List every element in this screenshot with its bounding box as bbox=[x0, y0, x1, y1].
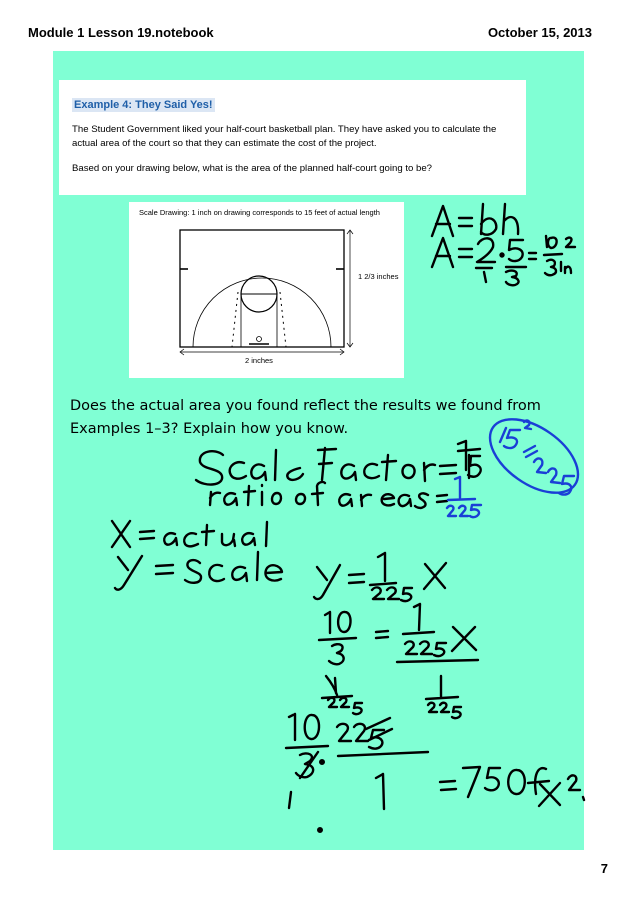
example-paragraph-1: The Student Government liked your half-court basketball plan. They have asked you to calculate the actual area of the court so that they can estimate the cost of the project. bbox=[72, 124, 497, 149]
example-box bbox=[59, 80, 526, 195]
scale-drawing bbox=[129, 202, 404, 378]
example-title: Example 4: They Said Yes! bbox=[74, 99, 213, 111]
page-number: 7 bbox=[600, 861, 608, 876]
scale-caption: Scale Drawing: 1 inch on drawing corresponds to 15 feet of actual length bbox=[139, 208, 380, 217]
height-label: 1 2/3 inches bbox=[358, 272, 399, 281]
example-paragraph-2: Based on your drawing below, what is the area of the planned half-court going to be? bbox=[72, 163, 433, 174]
question-text: Does the actual area you found reflect the results we found from Examples 1–3? Explain how you know. bbox=[70, 398, 541, 437]
width-label: 2 inches bbox=[245, 356, 273, 365]
court-diagram bbox=[129, 202, 404, 378]
header-date: October 15, 2013 bbox=[487, 25, 592, 40]
header-title: Module 1 Lesson 19.notebook bbox=[28, 25, 214, 40]
